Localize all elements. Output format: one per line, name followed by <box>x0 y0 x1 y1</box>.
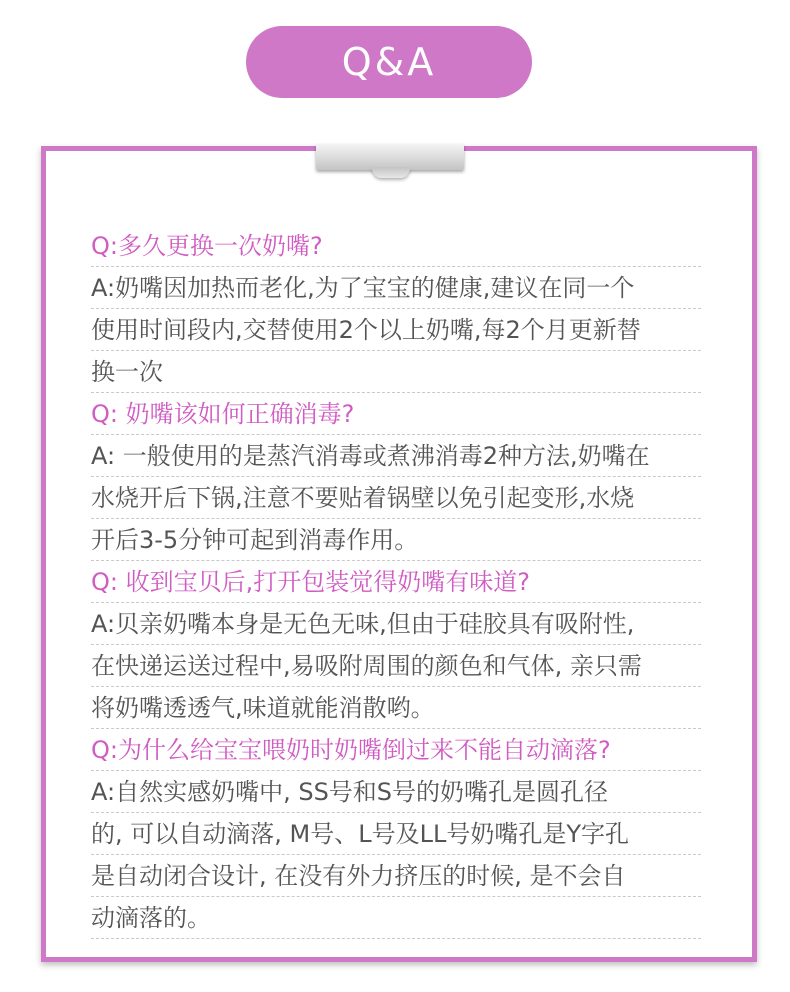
faq-answer-line: 水烧开后下锅,注意不要贴着锅壁以免引起变形,水烧 <box>91 477 701 519</box>
faq-answer-line: 换一次 <box>91 351 701 393</box>
faq-answer-line: 将奶嘴透透气,味道就能消散哟。 <box>91 687 701 729</box>
faq-answer-line: A:奶嘴因加热而老化,为了宝宝的健康,建议在同一个 <box>91 267 701 309</box>
page-title: Q&A <box>341 40 437 84</box>
faq-answer-line: 在快递运送过程中,易吸附周围的颜色和气体, 亲只需 <box>91 645 701 687</box>
faq-list <box>91 225 701 939</box>
faq-answer-line: 使用时间段内,交替使用2个以上奶嘴,每2个月更新替 <box>91 309 701 351</box>
faq-answer-line: 是自动闭合设计, 在没有外力挤压的时候, 是不会自 <box>91 855 701 897</box>
qa-title-pill <box>246 26 532 98</box>
binder-clip-icon <box>316 144 464 180</box>
clip-bar <box>316 144 464 170</box>
faq-question: Q:多久更换一次奶嘴? <box>91 225 701 267</box>
faq-answer-line: 开后3-5分钟可起到消毒作用。 <box>91 519 701 561</box>
faq-answer-line: A:自然实感奶嘴中, SS号和S号的奶嘴孔是圆孔径 <box>91 771 701 813</box>
clip-tab <box>372 168 410 178</box>
faq-question: Q: 收到宝贝后,打开包装觉得奶嘴有味道? <box>91 561 701 603</box>
faq-answer-line: 的, 可以自动滴落, M号、L号及LL号奶嘴孔是Y字孔 <box>91 813 701 855</box>
faq-question: Q: 奶嘴该如何正确消毒? <box>91 393 701 435</box>
faq-question: Q:为什么给宝宝喂奶时奶嘴倒过来不能自动滴落? <box>91 729 701 771</box>
faq-answer-line: A:贝亲奶嘴本身是无色无味,但由于硅胶具有吸附性, <box>91 603 701 645</box>
faq-answer-line: 动滴落的。 <box>91 897 701 939</box>
faq-answer-line: A: 一般使用的是蒸汽消毒或煮沸消毒2种方法,奶嘴在 <box>91 435 701 477</box>
